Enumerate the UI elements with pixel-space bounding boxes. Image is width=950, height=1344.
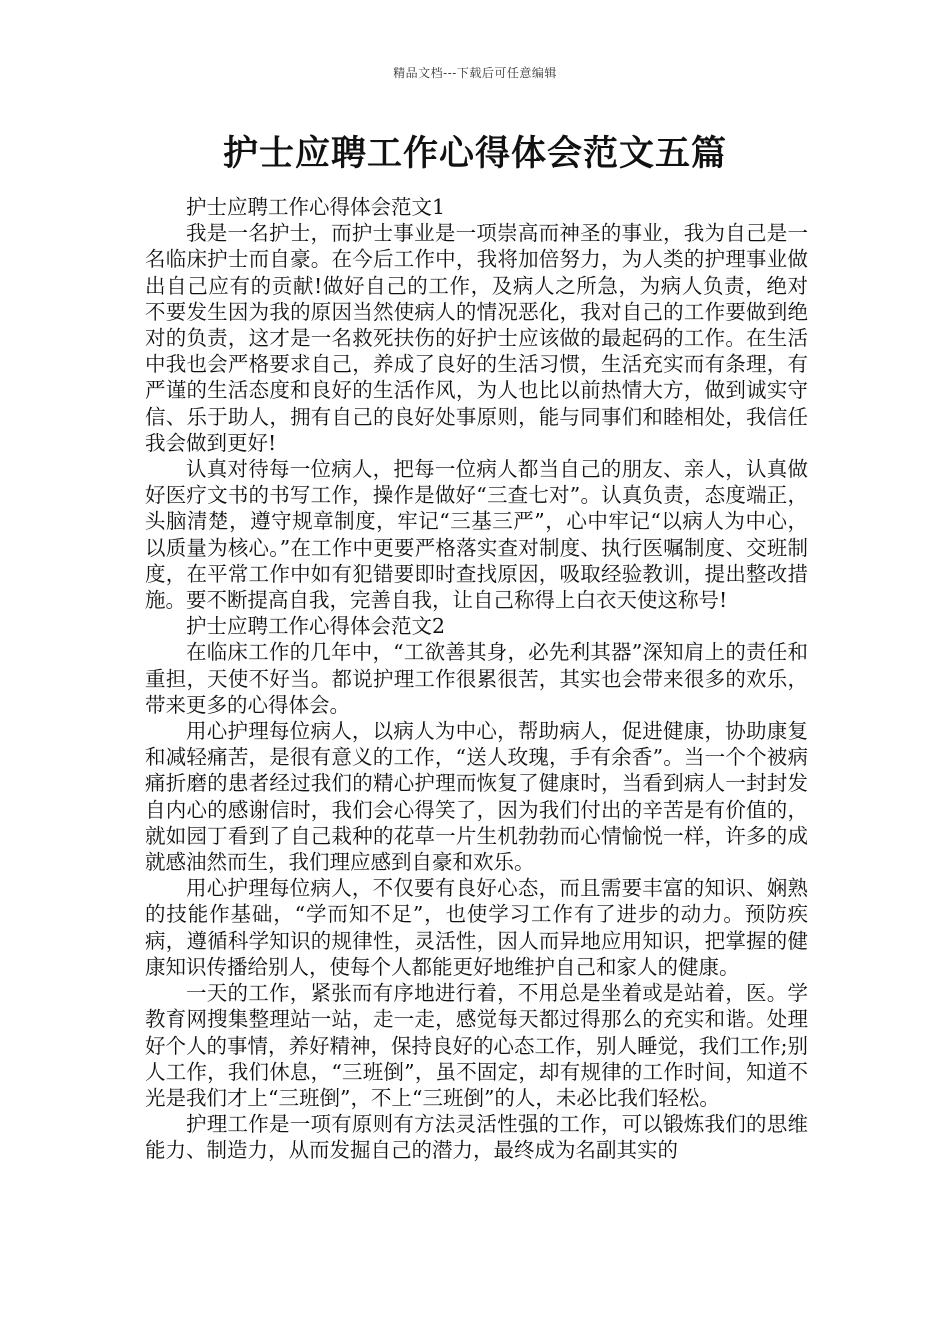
paragraph: 一天的工作，紧张而有序地进行着，不用总是坐着或是站着，医。学教育网搜集整理站一站，走一走，感觉每天都过得那么的充实和谐。处理好个人的事情，养好精神，保持良好的心态工作，别人睡觉，我们工作;别人工作，我们休息，“三班倒”，虽不固定，却有规律的工作时间，知道不光是我们才上“三班倒”，不上“三班倒”的人，未必比我们轻松。: [145, 981, 808, 1110]
header-note: 精品文档---下载后可任意编辑: [393, 66, 557, 80]
paragraph: 我是一名护士，而护士事业是一项崇高而神圣的事业，我为自己是一名临床护士而自豪。在今后工作中，我将加倍努力，为人类的护理事业做出自己应有的贡献!做好自己的工作，及病人之所急，为病人负责，绝对不要发生因为我的原因当然使病人的情况恶化，我对自己的工作要做到绝对的负责，这才是一名救死扶伤的好护士应该做的最起码的工作。在生活中我也会严格要求自己，养成了良好的生活习惯，生活充实而有条理，有严谨的生活态度和良好的生活作风，为人也比以前热情大方，做到诚实守信、乐于助人，拥有自己的良好处事原则，能与同事们和睦相处，我信任我会做到更好!: [145, 221, 808, 455]
section-heading-1: 护士应聘工作心得体会范文1: [186, 195, 446, 219]
document-title: 护士应聘工作心得体会范文五篇: [222, 134, 727, 174]
paragraph: 认真对待每一位病人，把每一位病人都当自己的朋友、亲人，认真做好医疗文书的书写工作，操作是做好“三查七对”。认真负责，态度端正，头脑清楚，遵守规章制度，牢记“三基三严”，心中牢记“以病人为中心，以质量为核心。”在工作中更要严格落实查对制度、执行医嘱制度、交班制度，在平常工作中如有犯错要即时查找原因，吸取经验教训，提出整改措施。要不断提高自我，完善自我，让自己称得上白衣天使这称号!: [145, 457, 808, 613]
paragraph: 在临床工作的几年中，“工欲善其身，必先利其器”深知肩上的责任和重担，天使不好当。都说护理工作很累很苦，其实也会带来很多的欢乐，带来更多的心得体会。: [145, 640, 808, 717]
section-heading-2: 护士应聘工作心得体会范文2: [186, 614, 446, 639]
paragraph: 护理工作是一项有原则有方法灵活性强的工作，可以锻炼我们的思维能力、制造力，从而发掘自己的潜力，最终成为名副其实的: [145, 1112, 808, 1163]
paragraph: 用心护理每位病人，不仅要有良好心态，而且需要丰富的知识、娴熟的技能作基础，“学而知不足”，也使学习工作有了进步的动力。预防疾病，遵循科学知识的规律性，灵活性，因人而异地应用知识，把掌握的健康知识传播给别人，使每个人都能更好地维护自己和家人的健康。: [145, 876, 808, 979]
paragraph: 用心护理每位病人，以病人为中心，帮助病人，促进健康，协助康复和减轻痛苦，是很有意义的工作，“送人玫瑰，手有余香”。当一个个被病痛折磨的患者经过我们的精心护理而恢复了健康时，当看到病人一封封发自内心的感谢信时，我们会心得笑了，因为我们付出的辛苦是有价值的，就如园丁看到了自己栽种的花草一片生机勃勃而心情愉悦一样，许多的成就感油然而生，我们理应感到自豪和欢乐。: [145, 719, 808, 875]
document-body: [145, 194, 808, 1164]
